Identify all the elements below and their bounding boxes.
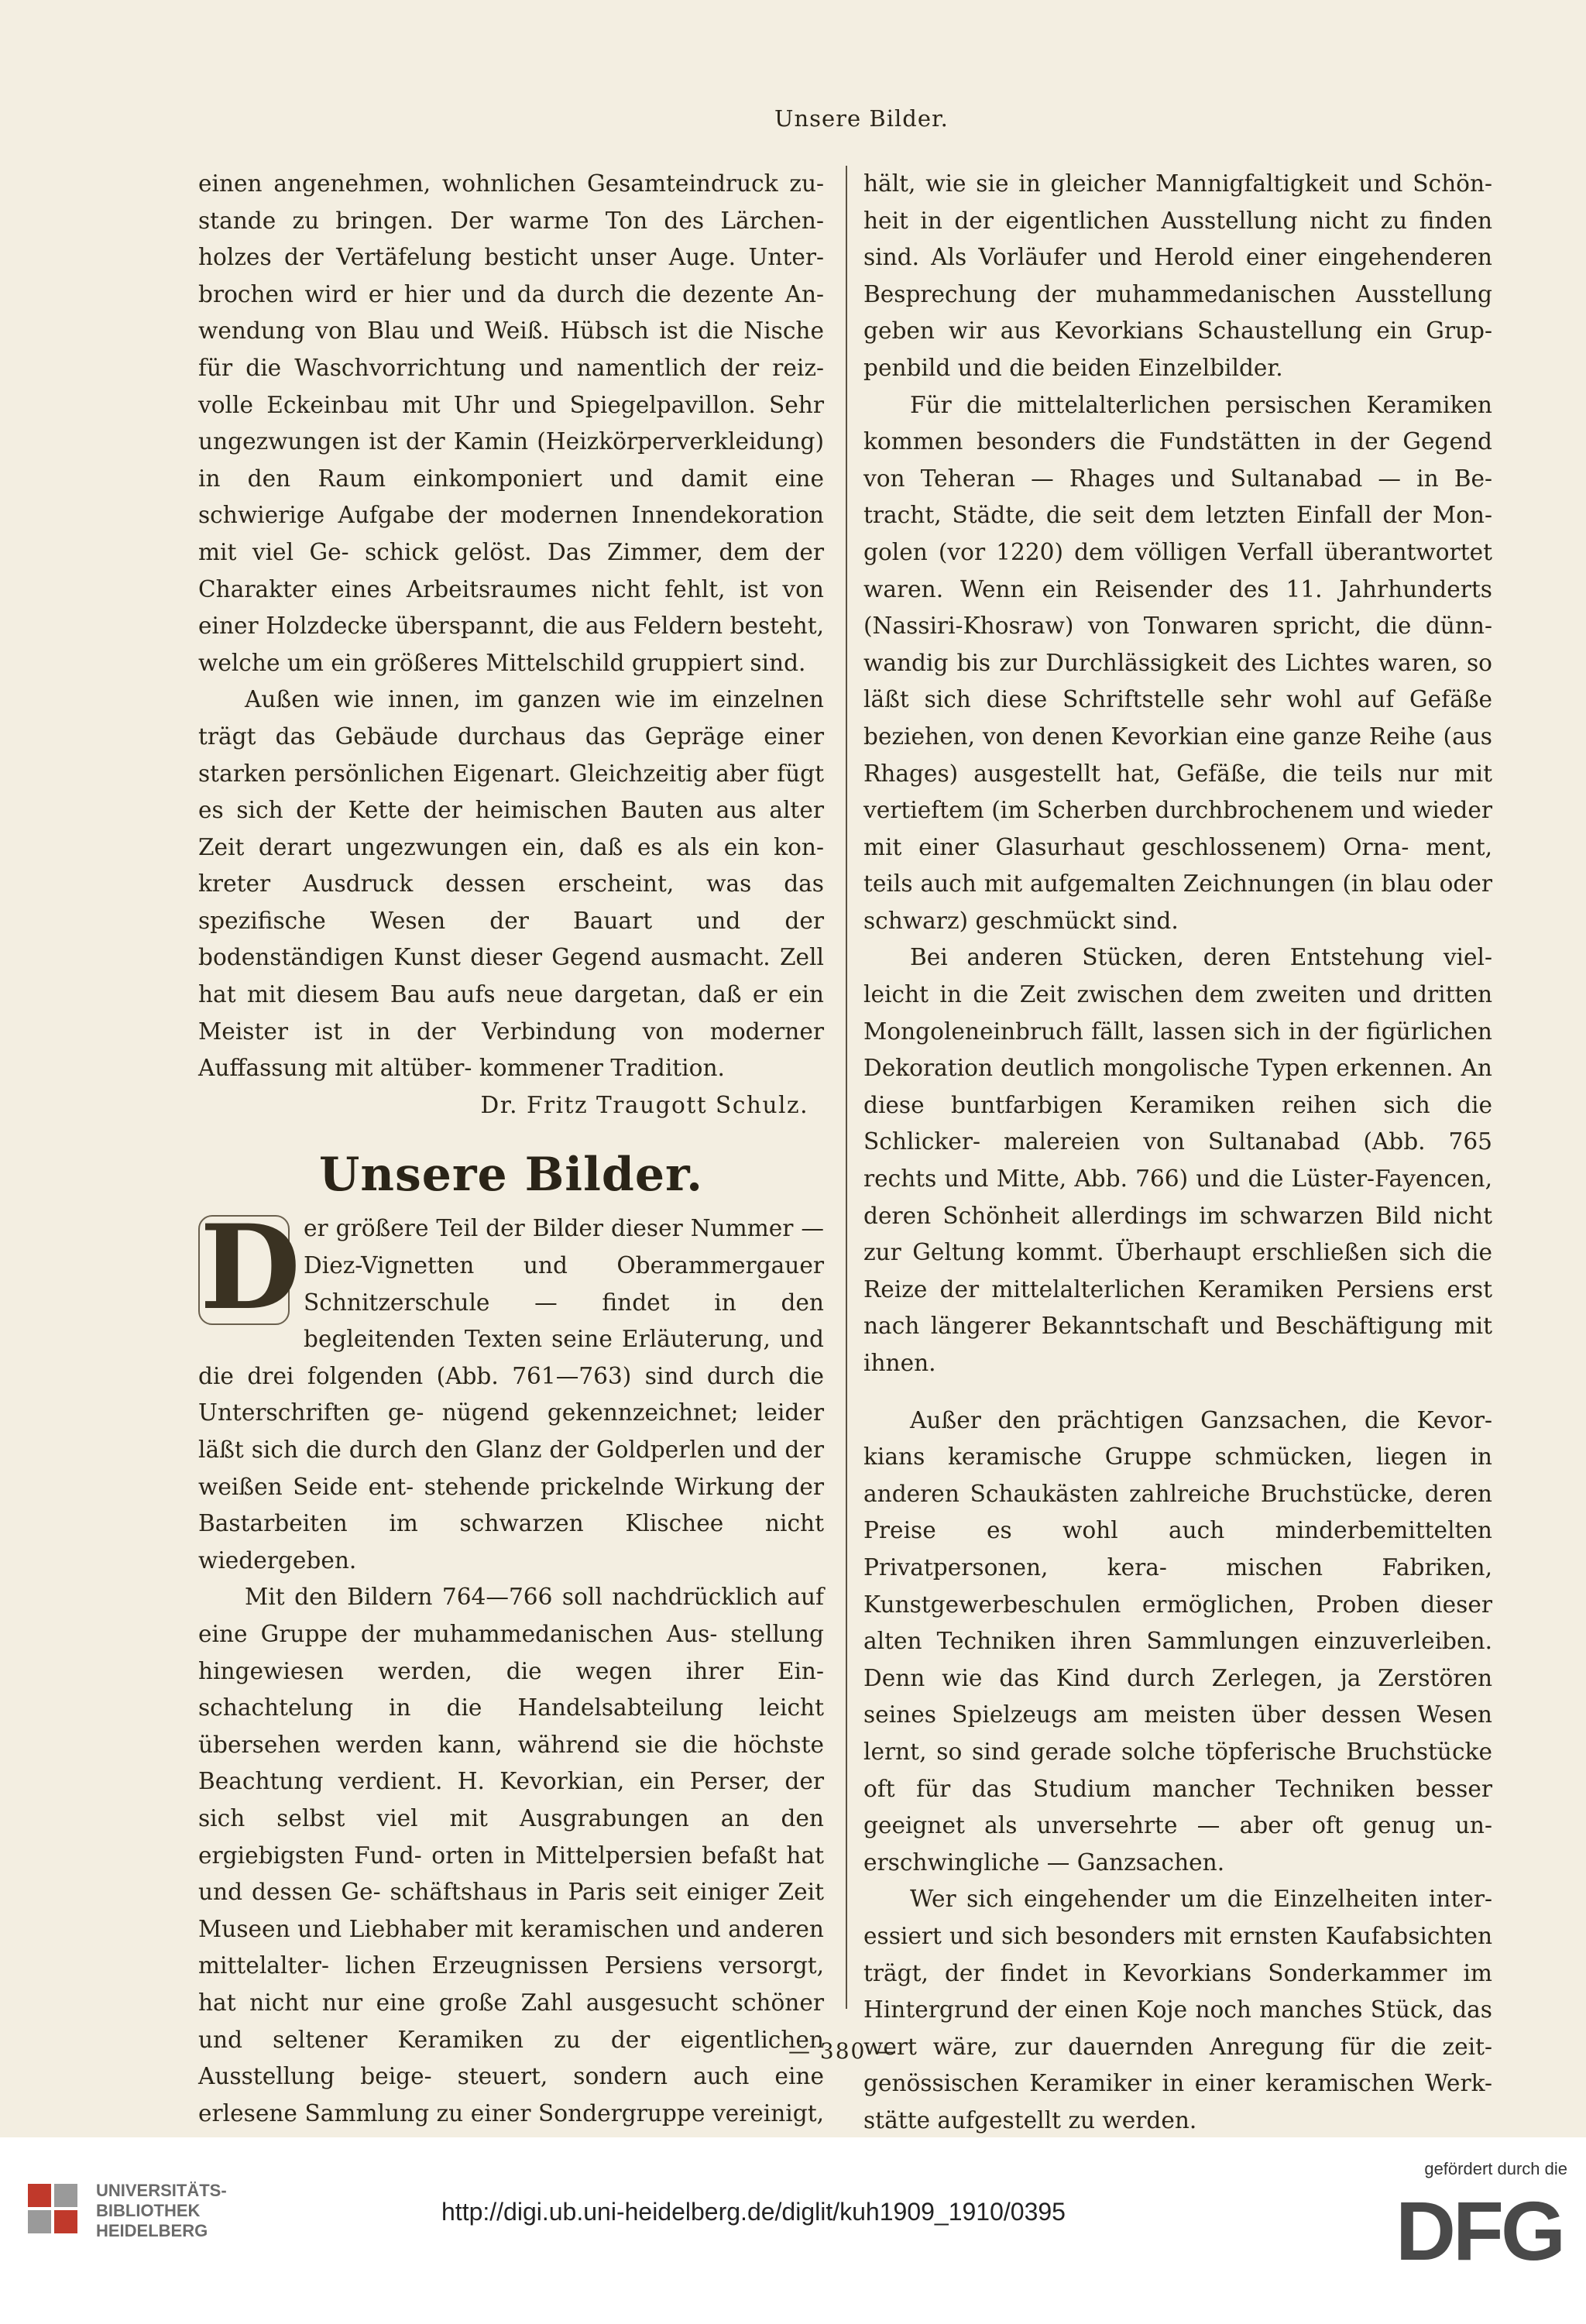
column-rule: [846, 166, 847, 2009]
library-name-line: UNIVERSITÄTS-: [96, 2181, 227, 2200]
paragraph-text: er größere Teil der Bilder dieser Nummer — Diez-Vignetten und Oberammergauer Schnitzerschule — findet in den begleitenden Texten seine Erläuterung, und die drei folgenden (Abb. 761—763) sind durch die Unterschriften ge- nügend gekennzeichnet; leider läßt sich die durch den Glanz der Goldperlen und der weißen Seide ent- stehende prickelnde Wirkung der Bastarbeiten im schwarzen Klischee nicht wiedergeben.: [198, 1215, 824, 1574]
paragraph: Für die mittelalterlichen persischen Keramiken kommen besonders die Fundstätten in der Gegend von Teheran — Rhages und Sultanabad — in Be- tracht, Städte, die seit dem letzten Einfall der Mon- golen (vor 1220) dem völligen Verfall überantwortet waren. Wenn ein Reisender des 11. Jahrhunderts (Nassiri-Khosraw) von Tonwaren spricht, die dünn- wandig bis zur Durchlässigkeit des Lichtes waren, so läßt sich diese Schriftstelle sehr wohl auf Gefäße beziehen, von denen Kevorkian eine ganze Reihe (aus Rhages) ausgestellt hat, Gefäße, die teils nur mit vertieftem (im Scherben durchbrochenem und wieder mit einer Glasurhaut geschlossenem) Orna- ment, teils auch mit aufgemalten Zeichnungen (in blau oder schwarz) geschmückt sind.: [863, 391, 1492, 934]
library-name-line: BIBLIOTHEK: [96, 2201, 201, 2220]
paragraph: [198, 1200, 824, 1579]
running-head-text: Unsere Bilder.: [774, 105, 949, 132]
paragraph: Mit den Bildern 764—766 soll nachdrücklich auf eine Gruppe der muhammedanischen Aus- stellung hingewiesen werden, die wegen ihrer Ein- schachtelung in die Handelsabteilung leicht übersehen werden kann, während sie die höchste Beachtung verdient. H. Kevorkian, ein Perser, der sich selbst viel mit Ausgrabungen an den ergiebigsten Fund- orten in Mittelpersien befaßt hat und dessen Ge- schäftshaus in Paris seit einiger Zeit Museen und Liebhaber mit keramischen und anderen mittelalter- lichen Erzeugnissen Persiens versorgt, hat nicht nur eine große Zahl ausgesucht schöner und seltener Keramiken zu der eigentlichen Ausstellung beige- steuert, sondern auch eine erlesene Sammlung zu einer Sondergruppe vereinigt,: [198, 1584, 824, 2127]
library-name: [96, 2181, 227, 2241]
paragraph: einen angenehmen, wohnlichen Gesamteindruck zu- stande zu bringen. Der warme Ton des Lärchen- holzes der Vertäfelung besticht unser Auge. Unter- brochen wird er hier und da durch die dezente An- wendung von Blau und Weiß. Hübsch ist die Nische für die Waschvorrichtung und namentlich der reiz- volle Eckeinbau mit Uhr und Spiegelpavillon. Sehr ungezwungen ist der Kamin (Heizkörperverkleidung) in den Raum einkomponiert und damit eine schwierige Aufgabe der modernen Innendekoration mit viel Ge- schick gelöst. Das Zimmer, dem der Charakter eines Arbeitsraumes nicht fehlt, ist von einer Holzdecke überspannt, die aus Feldern besteht, welche um ein größeres Mittelschild gruppiert sind.: [198, 170, 824, 676]
paragraph: hält, wie sie in gleicher Mannigfaltigkeit und Schön- heit in der eigentlichen Ausstellung nicht zu finden sind. Als Vorläufer und Herold einer eingehenderen Besprechung der muhammedanischen Ausstellung geben wir aus Kevorkians Schaustellung ein Grup- penbild und die beiden Einzelbilder.: [863, 170, 1492, 381]
section-heading: Unsere Bilder.: [319, 1148, 703, 1203]
page-number-text: — 380 —: [788, 2038, 898, 2064]
library-name-line: HEIDELBERG: [96, 2221, 208, 2240]
paragraph: Außer den prächtigen Ganzsachen, die Kevor- kians keramische Gruppe schmücken, liegen in anderen Schaukästen zahlreiche Bruchstücke, deren Preise es wohl auch minderbemittelten Privatpersonen, kera- mischen Fabriken, Kunstgewerbeschulen ermöglichen, Proben dieser alten Techniken ihren Sammlungen einzuverleiben. Denn wie das Kind durch Zerlegen, ja Zerstören seines Spielzeugs am meisten über dessen Wesen lernt, so sind gerade solche töpferische Bruchstücke oft für das Studium mancher Techniken besser geeignet als unversehrte — aber oft genug un- erschwingliche — Ganzsachen.: [863, 1406, 1492, 1876]
paragraph: Bei anderen Stücken, deren Entstehung viel- leicht in die Zeit zwischen dem zweiten und dritten Mongoleneinbruch fällt, lassen sich in der figürlichen Dekoration deutlich mongolische Typen erkennen. An diese buntfarbigen Keramiken reihen sich die Schlicker- malereien von Sultanabad (Abb. 765 rechts und Mitte, Abb. 766) und die Lüster-Fayencen, deren Schönheit allerdings im schwarzen Bild nicht zur Geltung kommt. Überhaupt erschließen sich die Reize der mittelalterlichen Keramiken Persiens erst nach längerer Bekanntschaft und Beschäftigung mit ihnen.: [863, 944, 1492, 1376]
dropcap-initial: D: [200, 1200, 301, 1337]
paragraph: Außen wie innen, im ganzen wie im einzelnen trägt das Gebäude durchaus das Gepräge einer starken persönlichen Eigenart. Gleichzeitig aber fügt es sich der Kette der heimischen Bauten aus alter Zeit derart ungezwungen ein, daß es als ein kon- kreter Ausdruck dessen erscheint, was das spezifische Wesen der Bauart und der bodenständigen Kunst dieser Gegend ausmacht. Zell hat mit diesem Bau aufs neue dargetan, daß er ein Meister ist in der Verbindung von moderner Auffassung mit altüber- kommener Tradition.: [198, 686, 824, 1082]
funder-label: gefördert durch die: [1424, 2159, 1567, 2178]
source-url-text[interactable]: http://digi.ub.uni-heidelberg.de/diglit/kuh1909_1910/0395: [441, 2198, 1066, 2226]
right-column: [863, 166, 1492, 2173]
left-column: [198, 166, 824, 2169]
spacer: [863, 1382, 1492, 1402]
paragraph: Wer sich eingehender um die Einzelheiten inter- essiert und sich besonders mit ernsten Kaufabsichten trägt, der findet in Kevorkians Sonderkammer im Hintergrund der einen Koje noch manches Stück, das wert wäre, zur dauernden Anregung für die zeit- genössischen Keramiker in einer keramischen Werk- stätte aufgestellt zu werden.: [863, 1886, 1492, 2133]
dfg-logo: DFG: [1395, 2184, 1563, 2278]
footer-bar: [0, 2137, 1586, 2324]
author-signature: Dr. Fritz Traugott Schulz.: [480, 1091, 808, 1118]
university-library-logo: [23, 2179, 93, 2250]
